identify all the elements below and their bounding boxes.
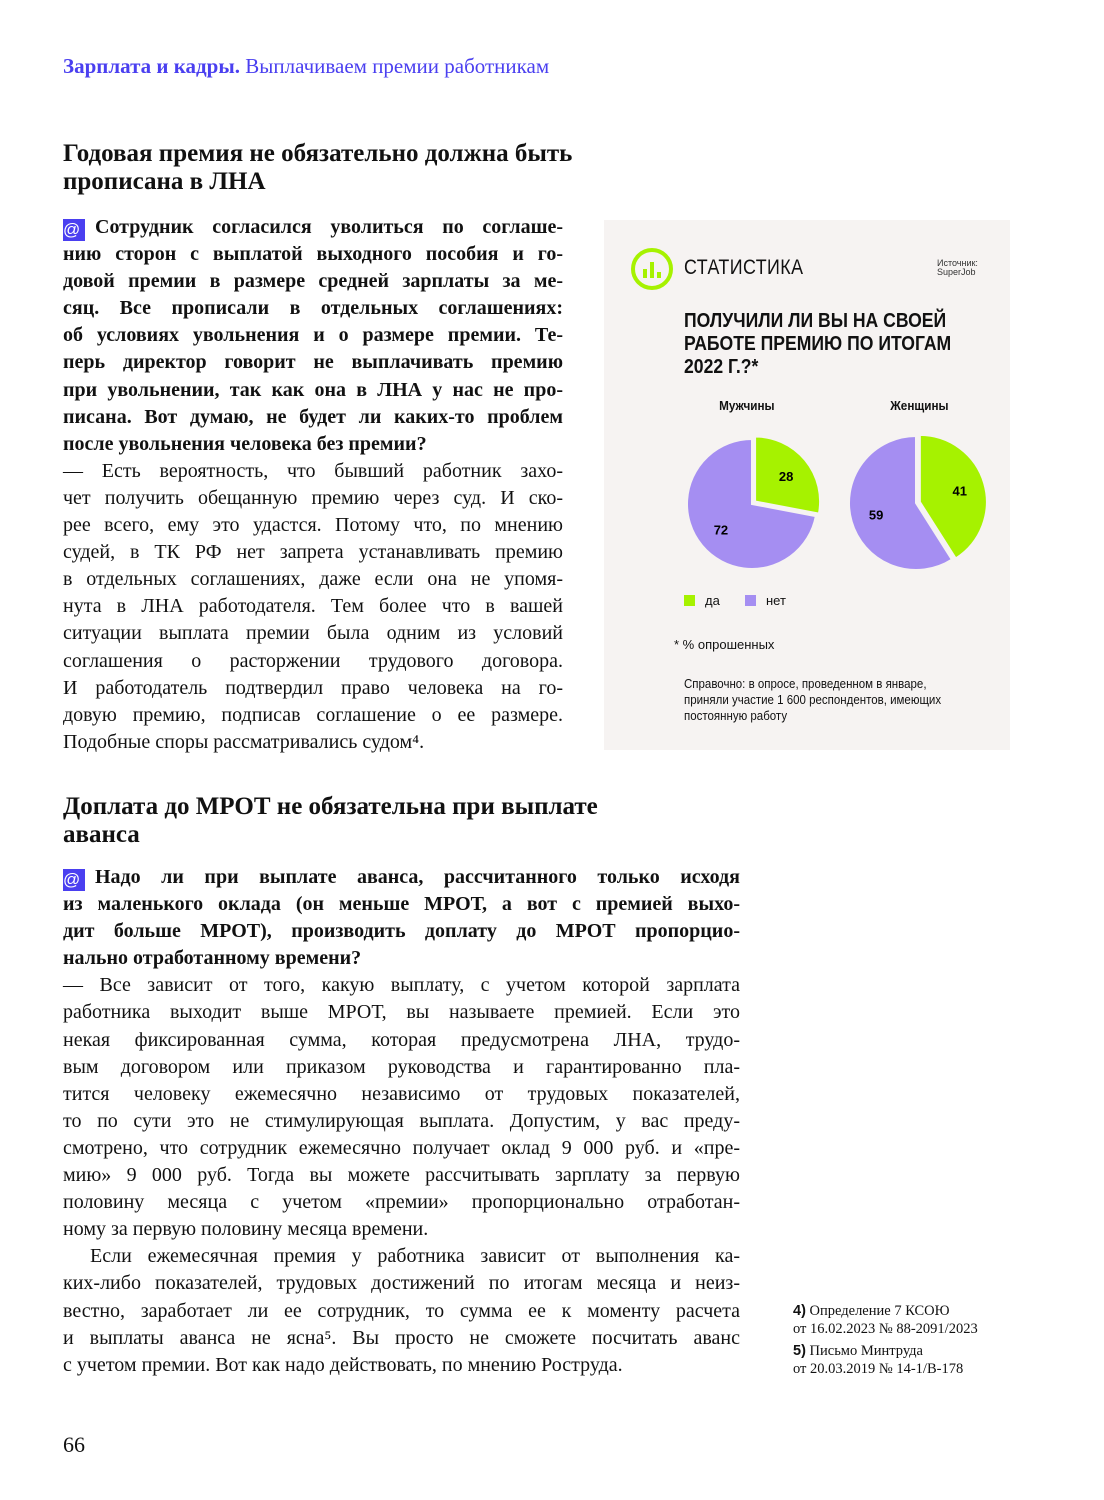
footnote-4 — [793, 1302, 978, 1338]
text-line: половину месяца с учетом «премии» пропорционально отработан- — [63, 1191, 740, 1214]
footnote-text: от 20.03.2019 № 14-1/В-178 — [793, 1361, 964, 1377]
chart-title-line: 2022 Г.?* — [684, 356, 759, 378]
text-line: то по сути это не стимулирующая выплата. Допустим, у вас преду- — [63, 1109, 740, 1132]
text-line: из маленького оклада (он меньше МРОТ, а вот с премией выхо- — [63, 893, 740, 916]
text-line: Подобные споры рассматривались судом⁴. — [63, 730, 425, 753]
footnote-text: Определение 7 КСОЮ — [809, 1303, 950, 1319]
text-line: довую премию, подписав соглашение о ее размере. — [63, 703, 563, 726]
footnote-text: от 16.02.2023 № 88-2091/2023 — [793, 1321, 978, 1337]
question-paragraph — [63, 864, 740, 972]
text-line: с учетом премии. Вот как надо действовать, по мнению Роструда. — [63, 1353, 623, 1376]
page-number: 66 — [63, 1432, 85, 1457]
statistics-icon — [630, 247, 674, 291]
legend-item-yes — [684, 593, 720, 608]
pie-label-women: Женщины — [890, 398, 949, 413]
legend-item-no — [745, 593, 786, 608]
question-paragraph — [63, 214, 563, 458]
statistics-title: СТАТИСТИКА — [684, 256, 804, 279]
text-line: ному за первую половину месяца времени. — [63, 1218, 429, 1241]
text-line: дит больше МРОТ), производить доплату до МРОТ пропорцио- — [63, 920, 740, 943]
text-line: и выплаты аванса не ясна⁵. Вы просто не сможете посчитать аванс — [63, 1326, 740, 1349]
article-2-heading — [63, 793, 598, 849]
chart-note: * % опрошенных — [674, 637, 775, 652]
running-header-subtitle: Выплачиваем премии работникам — [245, 54, 550, 78]
survey-reference: Справочно: в опросе, проведенном в январе, приняли участие 1 600 респондентов, имеющих постоянную работу — [684, 677, 942, 723]
footnotes — [793, 1302, 978, 1378]
source-line: SuperJob — [937, 267, 976, 277]
text-line: работника выходит выше МРОТ, вы называете премией. Если это — [63, 1001, 740, 1024]
text-line: писана. Вот думаю, не будет ли каких-то проблем — [63, 405, 563, 428]
text-line: сяц. Все прописали в отдельных соглашениях: — [63, 297, 563, 320]
text-line — [63, 864, 740, 891]
chart-title-line: РАБОТЕ ПРЕМИЮ ПО ИТОГАМ — [684, 333, 952, 355]
text-line: нута в ЛНА работодателя. Тем более что в вашей — [63, 595, 563, 618]
article-1-heading — [63, 140, 572, 196]
article-2-body — [63, 864, 740, 1379]
text-line: мию» 9 000 руб. Тогда вы можете рассчитывать зарплату за первую — [63, 1164, 740, 1187]
legend-swatch — [684, 595, 695, 606]
text-line: — Есть вероятность, что бывший работник захо- — [63, 459, 563, 482]
text-line: ситуации выплата премии была одним из условий — [63, 622, 563, 645]
running-header-section: Зарплата и кадры. — [63, 54, 241, 78]
text-line: вым договором или приказом руководства и гарантированно пла- — [63, 1055, 740, 1078]
source-line: Источник: — [937, 258, 978, 268]
text-line: нию сторон с выплатой выходного пособия и го- — [63, 243, 563, 266]
chart-title — [684, 310, 951, 379]
text-line: вестно, заработает ли ее сотрудник, то сумма ее к моменту расчета — [63, 1299, 740, 1322]
chart-title-line: ПОЛУЧИЛИ ЛИ ВЫ НА СВОЕЙ — [684, 310, 947, 332]
answer-paragraph — [63, 1243, 740, 1378]
running-header — [63, 54, 549, 79]
source-label — [937, 259, 978, 277]
text-line: соглашения о расторжении трудового договора. — [63, 649, 563, 672]
text-line: Если ежемесячная премия у работника зависит от выполнения ка- — [90, 1245, 740, 1268]
text-line: — Все зависит от того, какую выплату, с учетом которой зарплата — [63, 974, 740, 997]
pie-charts — [604, 420, 1010, 580]
text-line: ких-либо показателей, трудовых достижений по итогам месяца и неиз- — [63, 1272, 740, 1295]
pie-label-men: Мужчины — [719, 398, 775, 413]
text-line: судей, в ТК РФ нет запрета устанавливать премию — [63, 541, 563, 564]
text-line: И работодатель подтвердил право человека на го- — [63, 676, 563, 699]
footnote-number: 5) — [793, 1343, 806, 1359]
text-line: нально отработанному времени? — [63, 947, 362, 970]
footnote-5 — [793, 1342, 978, 1378]
article-1-body — [63, 214, 563, 756]
text-line: при увольнении, так как она в ЛНА у нас не про- — [63, 378, 563, 401]
heading-line: Годовая премия не обязательно должна быть — [63, 140, 573, 167]
text-line-content: Сотрудник согласился уволиться по соглаше- — [95, 216, 563, 238]
heading-line: Доплата до МРОТ не обязательна при выплате — [63, 793, 598, 820]
pie-value-label: 28 — [778, 468, 794, 484]
text-line-content: Надо ли при выплате аванса, рассчитанного только исходя — [95, 866, 740, 888]
text-line: некая фиксированная сумма, которая предусмотрена ЛНА, трудо- — [63, 1028, 740, 1051]
text-line: довой премии в размере средней зарплаты за ме- — [63, 270, 563, 293]
pie-value-label: 59 — [868, 507, 884, 523]
heading-line: аванса — [63, 821, 140, 848]
heading-line: прописана в ЛНА — [63, 168, 266, 195]
text-line: тится человеку ежемесячно независимо от трудовых показателей, — [63, 1082, 740, 1105]
legend-swatch — [745, 595, 756, 606]
footnote-text: Письмо Минтруда — [809, 1343, 923, 1359]
answer-paragraph — [63, 972, 740, 1243]
footnote-number: 4) — [793, 1303, 806, 1319]
question-at-icon: @ — [63, 869, 85, 891]
text-line: об условиях увольнения и о размере премии. Те- — [63, 324, 563, 347]
text-line — [63, 214, 563, 241]
text-line: смотрено, что сотрудник ежемесячно получает оклад 9 000 руб. и «пре- — [63, 1136, 740, 1159]
question-at-icon: @ — [63, 219, 85, 241]
legend-label: да — [705, 593, 720, 608]
answer-paragraph — [63, 458, 563, 756]
text-line: перь директор говорит не выплачивать премию — [63, 351, 563, 374]
text-line: в отдельных соглашениях, даже если она не упомя- — [63, 568, 563, 591]
pie-value-label: 41 — [952, 483, 967, 499]
text-line: чет получить обещанную премию через суд. И ско- — [63, 486, 563, 509]
statistics-box — [604, 220, 1010, 750]
legend-label: нет — [766, 593, 786, 608]
text-line: после увольнения человека без премии? — [63, 432, 427, 455]
text-line: рее всего, ему это удастся. Потому что, по мнению — [63, 514, 563, 537]
pie-value-label: 72 — [713, 522, 729, 538]
